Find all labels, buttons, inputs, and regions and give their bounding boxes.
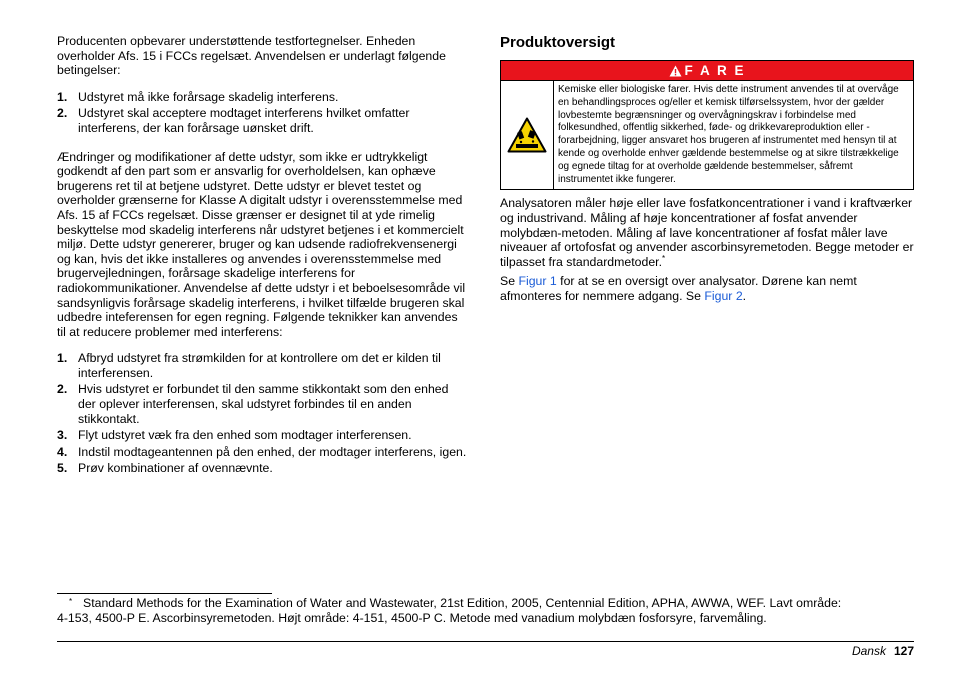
footer-divider	[57, 641, 914, 642]
corrosive-hazard-icon	[501, 81, 554, 189]
list-text: Afbryd udstyret fra strømkilden for at kontrollere om det er kilden til interferensen.	[78, 351, 441, 380]
list-text: Indstil modtageantennen på den enhed, der modtager interferens, igen.	[78, 444, 467, 459]
footer-language: Dansk	[851, 644, 886, 658]
footnote-line-1: Standard Methods for the Examination of Water and Wastewater, 21st Edition, 2005, Centennial Edition, APHA, AWWA, WEF. Lavt område:	[83, 596, 842, 610]
figure-reference-paragraph	[500, 274, 914, 303]
list-number: 3.	[57, 428, 68, 443]
danger-body	[501, 81, 913, 189]
list-text: Hvis udstyret er forbundet til den samme stikkontakt som den enhed der oplever interferensen, skal udstyret forbindes til en anden stikkontakt.	[78, 382, 449, 426]
list-number: 4.	[57, 444, 68, 459]
list-number: 1.	[57, 89, 68, 104]
para-text: Se	[500, 274, 519, 289]
left-column	[57, 34, 467, 478]
list-text: Flyt udstyret væk fra den enhed som modtager interferensen.	[78, 428, 412, 443]
list-text: Prøv kombinationer af ovennævnte.	[78, 461, 273, 476]
fcc-intro: Producenten opbevarer understøttende testfortegnelser. Enheden overholder Afs. 15 i FCCs regelsæt. Anvendelsen er underlagt følgende betingelser:	[57, 34, 446, 78]
fcc-conditions-list	[57, 90, 467, 136]
footnote	[57, 596, 914, 625]
para-text: for at se en oversigt over analysator. Dørene kan nemt afmonteres for nemmere adgang. Se	[500, 274, 857, 303]
figure-1-link[interactable]: Figur 1	[518, 274, 557, 289]
danger-text: Kemiske eller biologiske farer. Hvis dette instrument anvendes til at overvåge en behandlingsproces og/eller et kemisk tilførselssystem, hvor der gælder lovbestemte begrænsninger og overvågningskrav i forbindelse med folkesundhed, offentlig sikkerhed, føde- og drikkevareproduktion eller -forarbejdning, ligger ansvaret hos brugeren af instrumentet med hensyn til at kende og overholde enhver gældende bestemmelse og at sikre tilstrækkelige og egnede tiltag for at overholde gældende bestemmelser, såfremt instrumentet ikke fungerer.	[558, 84, 899, 185]
fcc-body: Ændringer og modifikationer af dette udstyr, som ikke er udtrykkeligt godkendt af den part som er ansvarlig for overholdelsen, kan ophæve brugerens ret til at betjene udstyret. Dette udstyr er blevet testet og overholder grænserne for Klasse A digitalt udstyr i overensstemmelse med Afs. 15 af FCCs regelsæt. Disse grænser er designet til at yde rimelig beskyttelse mod skadelig interferens når udstyret betjenes i et kommercielt miljø. Dette udstyr genererer, bruger og kan udsende radiofrekvensenergi og kan, hvis det ikke installeres og anvendes i overensstemmelse med brugervejledningen, forårsage skadelige interferens for radiokommunikationer. Anvendelse af dette udstyr i et beboelsesområde vil sandsynligvis forårsage skadelig interferens, i hvilket tilfælde brugeren skal udbedre inteferensen for egen regning. Følgende teknikker kan anvendes til at reducere problemer med interferens:	[57, 149, 466, 339]
list-item	[57, 428, 467, 443]
list-item	[57, 90, 467, 105]
list-text: Udstyret skal acceptere modtaget interferens hvilket omfatter interferens, der kan forårsage uønsket drift.	[78, 106, 410, 135]
section-heading: Produktoversigt	[500, 34, 616, 51]
list-item	[57, 445, 467, 460]
list-number: 2.	[57, 382, 68, 397]
list-text: Udstyret må ikke forårsage skadelig interferens.	[78, 89, 339, 104]
warning-triangle-icon	[669, 63, 682, 82]
right-column	[500, 34, 914, 304]
interference-steps-list	[57, 351, 467, 476]
list-number: 2.	[57, 106, 68, 121]
page-number: 127	[893, 644, 914, 658]
para-text: .	[742, 288, 747, 303]
list-number: 1.	[57, 351, 68, 366]
footnote-reference: *	[662, 253, 666, 263]
footnote-line-2: 4-153, 4500-P E. Ascorbinsyremetoden. Højt område: 4-151, 4500-P C. Metode med vanadium molybdæn fosforsyre, farvemåling.	[57, 610, 767, 625]
list-number: 5.	[57, 461, 68, 476]
page-footer	[852, 644, 914, 658]
list-item	[57, 106, 467, 135]
list-item	[57, 461, 467, 476]
danger-header	[501, 61, 913, 81]
footnote-mark: *	[69, 597, 73, 606]
danger-label: F A R E	[684, 63, 746, 78]
list-item	[57, 351, 467, 380]
figure-2-link[interactable]: Figur 2	[704, 288, 743, 303]
footnote-divider	[57, 593, 272, 594]
list-item	[57, 382, 467, 426]
product-description	[500, 196, 914, 269]
danger-box	[500, 60, 914, 190]
product-description-text: Analysatoren måler høje eller lave fosfatkoncentrationer i vand i kraftværker og industrivand. Måling af høje koncentrationer af fosfat anvender molybdæn-metoden. Måling af lave koncentrationer af fosfat måler lave niveauer af ortofosfat og anvender ascorbinsyremetoden. Begge metoder er tilpasset fra standardmetoder.	[500, 196, 914, 269]
